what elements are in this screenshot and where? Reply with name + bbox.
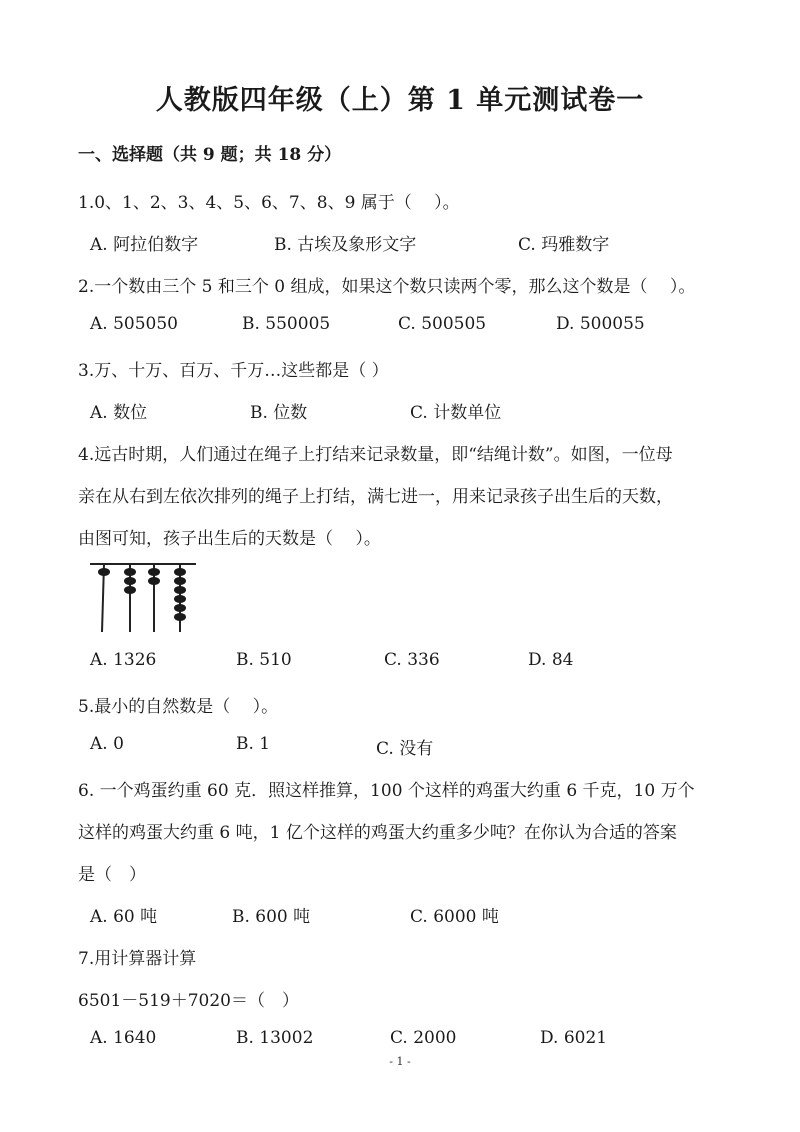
knot [124,586,136,594]
question-6-option-c: C. 6000 吨 [410,907,499,927]
question-5-text: 5.最小的自然数是（ ）。 [78,697,279,717]
question-4-text-line-2: 亲在从右到左依次排列的绳子上打结，满七进一，用来记录孩子出生后的天数， [78,487,673,507]
question-7-expression: 6501－519＋7020＝（ ） [78,991,299,1011]
question-1-option-c: C. 玛雅数字 [518,235,610,255]
question-4-option-c: C. 336 [384,650,440,670]
question-2-option-b: B. 550005 [242,314,331,334]
question-5-option-b: B. 1 [236,734,271,754]
question-3-option-c: C. 计数单位 [410,403,502,423]
knot [124,577,136,585]
knot [124,568,136,576]
question-1-option-a: A. 阿拉伯数字 [90,235,199,255]
question-4-option-b: B. 510 [236,650,292,670]
knot [174,577,186,585]
question-3-text: 3.万、十万、百万、千万…这些都是（ ） [78,361,389,381]
page-title: 人教版四年级（上）第 1 单元测试卷一 [155,85,645,116]
page-number: - 1 - [389,1055,411,1068]
knotted-rope-figure [88,560,200,634]
knot [174,595,186,603]
question-7-text: 7.用计算器计算 [78,949,197,969]
question-3-option-b: B. 位数 [250,403,308,423]
question-6-text-line-2: 这样的鸡蛋大约重 6 吨，1 亿个这样的鸡蛋大约重多少吨？在你认为合适的答案 [78,823,677,843]
knot [174,613,186,621]
question-2-text: 2.一个数由三个 5 和三个 0 组成，如果这个数只读两个零，那么这个数是（ ）。 [78,277,696,297]
question-5-option-c: C. 没有 [376,739,434,759]
question-7-option-d: D. 6021 [540,1028,608,1048]
knot [174,604,186,612]
question-1-text: 1.0、1、2、3、4、5、6、7、8、9 属于（ ）。 [78,193,460,213]
knot [148,577,160,585]
question-6-text-line-3: 是（ ） [78,865,146,885]
question-7-option-a: A. 1640 [90,1028,157,1048]
question-4-option-a: A. 1326 [90,650,157,670]
section-heading: 一、选择题（共 9 题；共 18 分） [78,145,342,165]
question-2-option-a: A. 505050 [90,314,178,334]
question-4-text-line-1: 4.远古时期，人们通过在绳子上打结来记录数量，即“结绳计数”。如图，一位母 [78,445,673,465]
question-4-option-d: D. 84 [528,650,574,670]
knot [174,586,186,594]
question-2-option-d: D. 500055 [556,314,645,334]
question-5-option-a: A. 0 [90,734,124,754]
question-6-option-a: A. 60 吨 [90,907,158,927]
question-6-text-line-1: 6. 一个鸡蛋约重 60 克．照这样推算，100 个这样的鸡蛋大约重 6 千克，10 万个 [78,781,695,801]
knot [98,568,110,576]
question-2-option-c: C. 500505 [398,314,487,334]
question-7-option-c: C. 2000 [390,1028,457,1048]
knot [174,568,186,576]
knot [148,568,160,576]
question-7-option-b: B. 13002 [236,1028,314,1048]
question-3-option-a: A. 数位 [90,403,148,423]
question-6-option-b: B. 600 吨 [232,907,311,927]
question-4-text-line-3: 由图可知，孩子出生后的天数是（ ）。 [78,529,381,549]
question-1-option-b: B. 古埃及象形文字 [274,235,417,255]
